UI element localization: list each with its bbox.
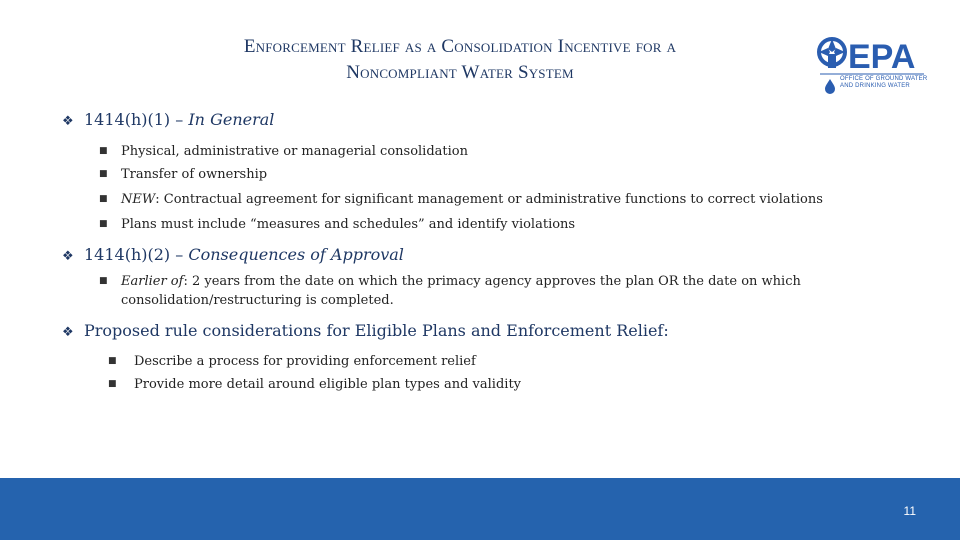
list-item: ■ Physical, administrative or managerial consolidation	[99, 144, 468, 159]
section-1-code: 1414(h)(1) –	[84, 110, 184, 129]
square-bullet-icon: ■	[99, 276, 108, 286]
list-item-continuation: consolidation/restructuring is completed.	[121, 293, 394, 308]
diamond-bullet-icon: ❖	[62, 114, 74, 129]
diamond-bullet-icon: ❖	[62, 249, 74, 264]
section-2-italic: Consequences of Approval	[188, 245, 404, 264]
epa-wordmark: EPA	[848, 38, 916, 76]
page-number: 11	[903, 504, 916, 518]
title-line-2: Noncompliant Water System	[346, 62, 574, 83]
square-bullet-icon: ■	[108, 356, 117, 366]
list-item: ■ Earlier of: 2 years from the date on which the primacy agency approves the plan OR the date on which	[99, 274, 801, 289]
diamond-bullet-icon: ❖	[62, 325, 74, 340]
square-bullet-icon: ■	[108, 379, 117, 389]
square-bullet-icon: ■	[99, 219, 108, 229]
slide-title	[150, 34, 770, 86]
epa-flower-icon	[814, 36, 926, 76]
square-bullet-icon: ■	[99, 194, 108, 204]
list-item: ■ Transfer of ownership	[99, 167, 268, 182]
epa-logo	[814, 36, 926, 98]
square-bullet-icon: ■	[99, 146, 108, 156]
square-bullet-icon: ■	[99, 169, 108, 179]
section-heading-1	[62, 110, 274, 129]
list-item: ■ Provide more detail around eligible plan types and validity	[108, 377, 522, 392]
section-1-italic: In General	[188, 110, 275, 129]
section-heading-2	[62, 245, 404, 264]
footer-bar	[0, 478, 960, 540]
epa-office-name: OFFICE OF GROUND WATER AND DRINKING WATER	[840, 76, 928, 89]
list-item: ■ Plans must include “measures and schedules” and identify violations	[99, 217, 576, 232]
list-item: ■ Describe a process for providing enforcement relief	[108, 354, 476, 369]
list-item: ■ NEW: Contractual agreement for significant management or administrative functions to correct violations	[99, 192, 823, 207]
section-heading-3	[62, 321, 669, 340]
water-drop-icon	[824, 78, 836, 94]
title-line-1: Enforcement Relief as a Consolidation Incentive for a	[243, 36, 677, 57]
section-2-code: 1414(h)(2) –	[84, 245, 184, 264]
section-3-heading: Proposed rule considerations for Eligible Plans and Enforcement Relief:	[84, 321, 669, 340]
